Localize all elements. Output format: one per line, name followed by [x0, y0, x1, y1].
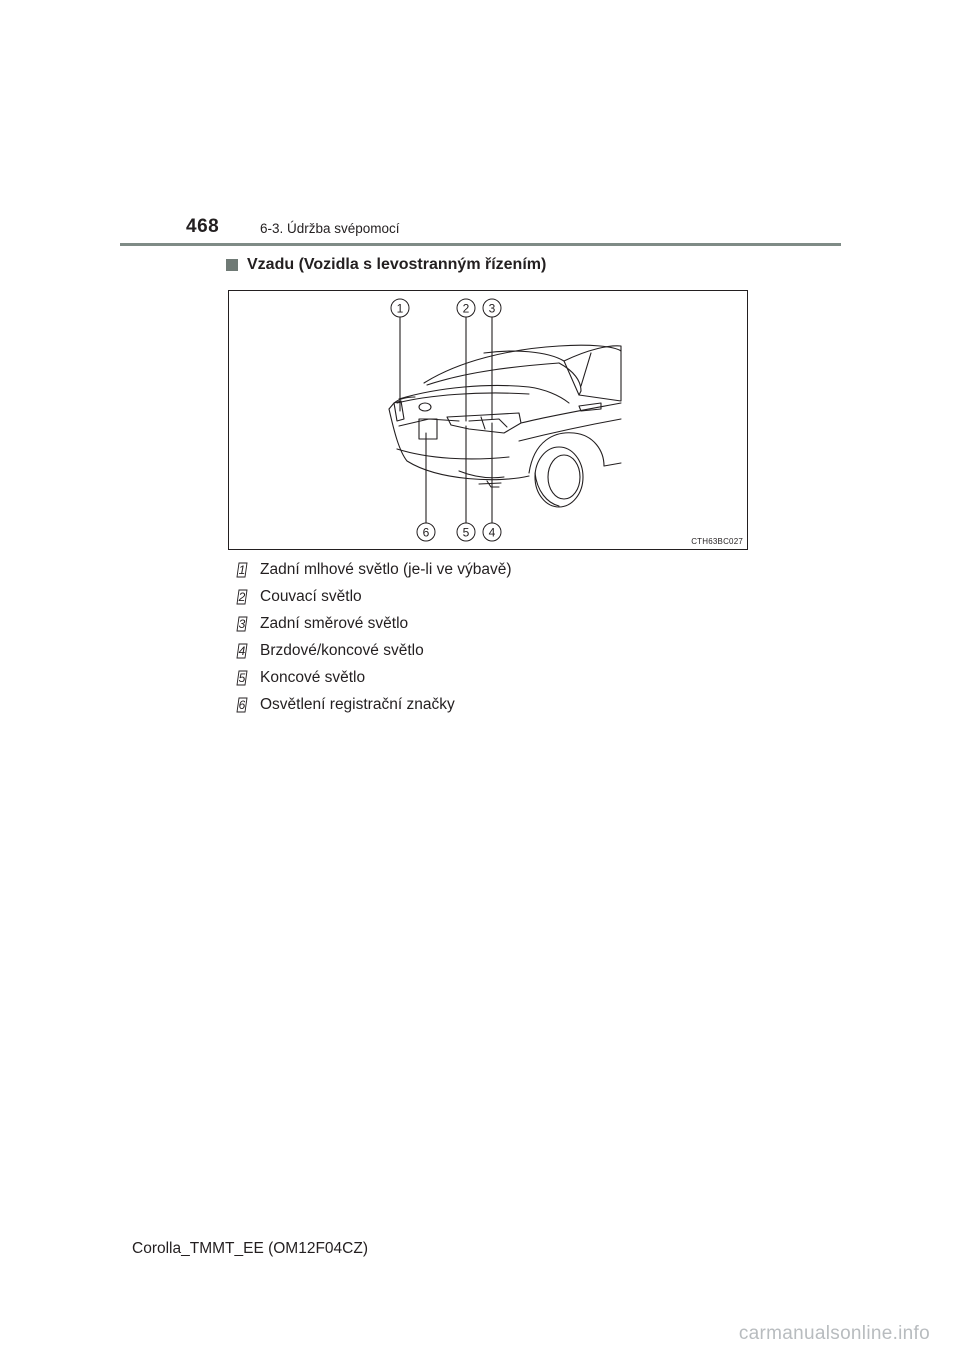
watermark: carmanualsonline.info	[738, 1323, 930, 1344]
legend-item	[236, 610, 512, 637]
number-badge-icon: 1	[238, 562, 246, 577]
legend-text: Zadní směrové světlo	[260, 614, 409, 632]
legend-text: Koncové světlo	[260, 668, 366, 686]
page-number: 468	[186, 216, 220, 237]
figure-code: CTH63BC027	[691, 537, 743, 546]
legend-text: Osvětlení registrační značky	[260, 695, 455, 713]
callout-4-label: 4	[488, 525, 496, 540]
footer-document-id: Corolla_TMMT_EE (OM12F04CZ)	[132, 1240, 368, 1257]
legend-text: Couvací světlo	[260, 587, 362, 605]
callout-layer	[229, 291, 748, 550]
callout-5-label: 5	[462, 525, 470, 540]
callout-6-label: 6	[422, 525, 430, 540]
number-badge-icon: 2	[238, 589, 246, 604]
callout-3-label: 3	[488, 301, 496, 316]
number-badge-icon: 6	[238, 697, 246, 712]
number-badge-icon: 5	[238, 670, 246, 685]
legend-item	[236, 556, 512, 583]
callout-1-label: 1	[396, 301, 404, 316]
subheading-text: Vzadu (Vozidla s levostranným řízením)	[247, 256, 547, 273]
section-title: 6-3. Údržba svépomocí	[260, 221, 400, 236]
legend-item	[236, 691, 512, 718]
callout-2-label: 2	[462, 301, 470, 316]
legend-item	[236, 583, 512, 610]
subheading	[226, 256, 546, 274]
legend-item	[236, 664, 512, 691]
number-badge-icon: 3	[238, 616, 246, 631]
legend-text: Zadní mlhové světlo (je-li ve výbavě)	[260, 560, 512, 578]
car-rear-illustration	[228, 290, 748, 550]
legend-list	[236, 556, 512, 718]
number-badge-icon: 4	[238, 643, 246, 658]
legend-item	[236, 637, 512, 664]
square-bullet-icon	[226, 259, 238, 271]
legend-text: Brzdové/koncové světlo	[260, 641, 424, 659]
header-rule	[120, 243, 841, 246]
